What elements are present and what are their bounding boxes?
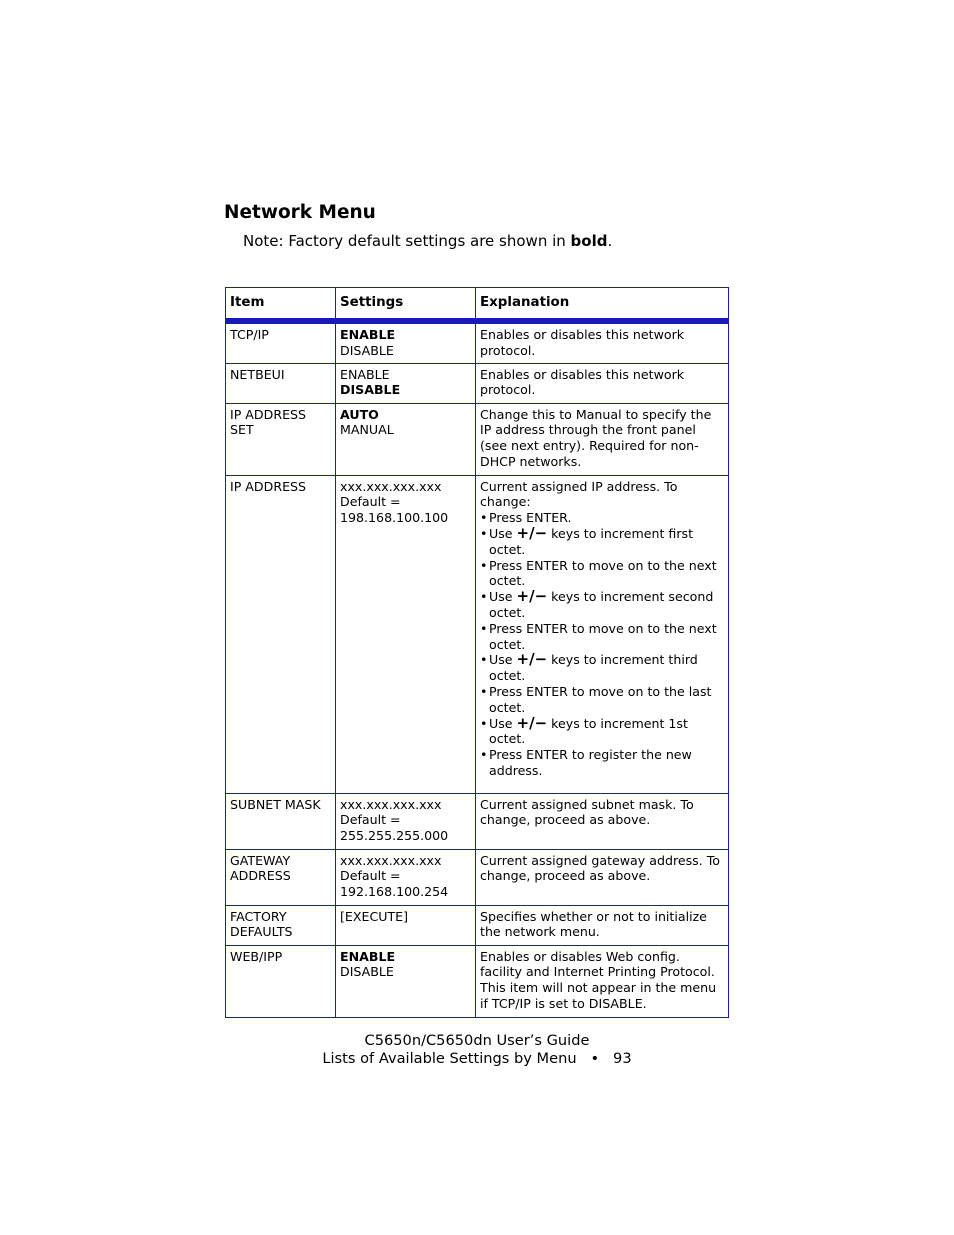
setting-option: MANUAL: [340, 422, 394, 438]
row-explanation: [476, 475, 729, 793]
row-settings: [336, 321, 476, 363]
table-row: [226, 403, 729, 475]
setting-format: xxx.xxx.xxx.xxx: [340, 796, 442, 812]
list-item: [480, 713, 724, 748]
setting-option: ENABLE: [340, 366, 390, 382]
row-item: IP ADDRESS SET: [226, 403, 336, 475]
setting-default-label: Default =: [340, 812, 401, 828]
row-explanation: Current assigned gateway address. To change, proceed as above.: [476, 849, 729, 905]
setting-default-label: Default =: [340, 868, 401, 884]
step-text: Use: [489, 652, 517, 668]
list-item: [480, 523, 724, 558]
list-item: • Press ENTER to move on to the last octet.: [480, 684, 724, 716]
list-item: • Press ENTER to move on to the next octet.: [480, 558, 724, 590]
header-settings: Settings: [336, 288, 476, 322]
list-item: • Press ENTER to move on to the next octet.: [480, 621, 724, 653]
row-explanation: Enables or disables this network protocol.: [476, 363, 729, 403]
list-item: • Press ENTER to register the new address.: [480, 747, 724, 779]
row-settings: [336, 849, 476, 905]
explanation-text: This item will not appear in the menu if TCP/IP is set to DISABLE.: [480, 980, 717, 1011]
step-text: Use: [489, 525, 517, 541]
setting-format: xxx.xxx.xxx.xxx: [340, 852, 442, 868]
step-text: Use: [489, 589, 517, 605]
table-header-row: [226, 288, 729, 322]
step-text: Use: [489, 715, 517, 731]
page-footer: [0, 1032, 954, 1068]
row-settings: [336, 905, 476, 945]
setting-option: DISABLE: [340, 342, 394, 358]
setting-default-value: 255.255.255.000: [340, 828, 449, 844]
note: [243, 232, 612, 250]
plus-minus-icon: +/−: [516, 713, 548, 732]
explanation-text: Enables or disables Web config. facility and Internet Printing Protocol.: [480, 948, 715, 980]
row-item: NETBEUI: [226, 363, 336, 403]
setting-default: AUTO: [340, 406, 379, 422]
row-settings: [336, 403, 476, 475]
row-explanation: Enables or disables this network protocol.: [476, 321, 729, 363]
step-text: keys to increment third octet.: [489, 652, 698, 684]
setting-default-label: Default =: [340, 494, 401, 510]
steps-list: [480, 510, 724, 779]
note-prefix: Note: Factory default settings are shown in: [243, 232, 571, 250]
explanation-text: Current assigned IP address. To change:: [480, 478, 678, 510]
plus-minus-icon: +/−: [516, 523, 548, 542]
footer-guide-title: C5650n/C5650dn User’s Guide: [364, 1032, 590, 1049]
header-item: Item: [226, 288, 336, 322]
network-menu-table: [225, 287, 729, 1018]
step-text: keys to increment second octet.: [489, 589, 714, 620]
table-row: [226, 321, 729, 363]
row-explanation: Change this to Manual to specify the IP address through the front panel (see next entry). Required for non-DHCP networks.: [476, 403, 729, 475]
row-item: SUBNET MASK: [226, 793, 336, 849]
table-row: [226, 793, 729, 849]
setting-option: [EXECUTE]: [340, 908, 409, 924]
table-row: [226, 905, 729, 945]
header-explanation: Explanation: [476, 288, 729, 322]
row-settings: [336, 945, 476, 1017]
row-item: GATEWAY ADDRESS: [226, 849, 336, 905]
row-explanation: Current assigned subnet mask. To change, proceed as above.: [476, 793, 729, 849]
list-item: [480, 652, 724, 684]
list-item: [480, 589, 724, 621]
setting-option: DISABLE: [340, 964, 394, 980]
setting-default-value: 192.168.100.254: [340, 884, 449, 900]
row-item: FACTORY DEFAULTS: [226, 905, 336, 945]
table-row: [226, 945, 729, 1017]
note-suffix: .: [607, 232, 613, 250]
step-text: keys to increment 1st octet.: [489, 715, 688, 747]
row-explanation: Specifies whether or not to initialize the network menu.: [476, 905, 729, 945]
row-item: IP ADDRESS: [226, 475, 336, 793]
list-item: • Press ENTER.: [480, 510, 724, 526]
table-row: [226, 363, 729, 403]
note-bold: bold: [570, 232, 608, 250]
row-explanation: [476, 945, 729, 1017]
setting-default: ENABLE: [340, 948, 396, 964]
row-settings: [336, 475, 476, 793]
setting-default: DISABLE: [340, 382, 401, 398]
row-settings: [336, 793, 476, 849]
step-text: keys to increment first octet.: [489, 525, 694, 557]
plus-minus-icon: +/−: [516, 587, 548, 606]
page-title: Network Menu: [224, 202, 376, 223]
footer-section-page: Lists of Available Settings by Menu • 93: [322, 1050, 632, 1067]
setting-default-value: 198.168.100.100: [340, 510, 449, 526]
table-row: [226, 475, 729, 793]
table-row: [226, 849, 729, 905]
row-item: WEB/IPP: [226, 945, 336, 1017]
row-settings: [336, 363, 476, 403]
setting-format: xxx.xxx.xxx.xxx: [340, 478, 442, 494]
row-item: TCP/IP: [226, 321, 336, 363]
plus-minus-icon: +/−: [516, 650, 548, 669]
setting-default: ENABLE: [340, 327, 396, 342]
